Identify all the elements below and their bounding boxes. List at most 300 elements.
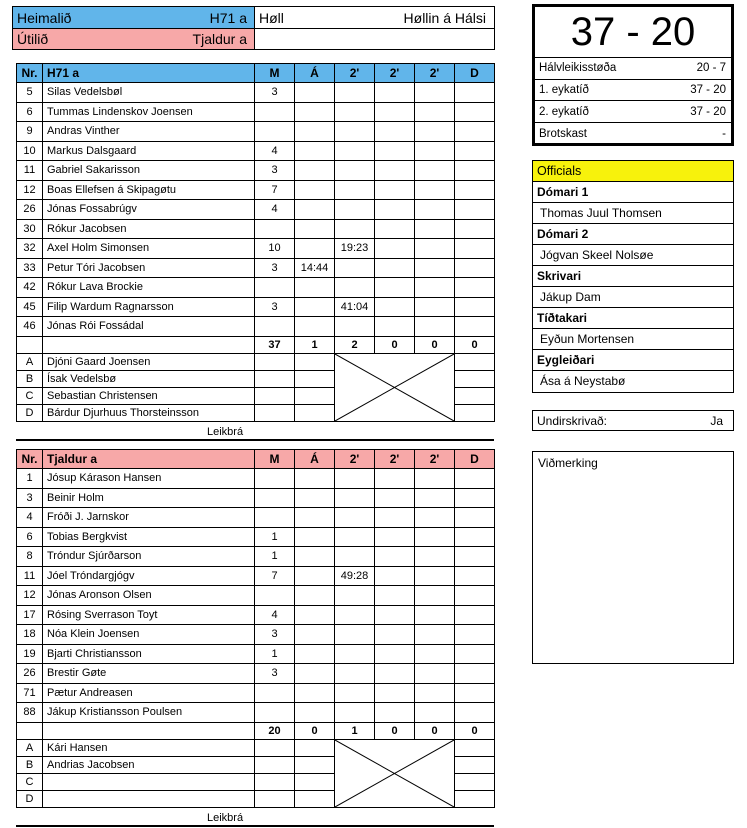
stat-cell-p3 (415, 200, 455, 220)
stat-cell-a (295, 703, 335, 723)
staff-cell (255, 370, 295, 387)
stat-cell-p1 (335, 469, 375, 489)
stat-cell-a (295, 297, 335, 317)
stat-cell-m: 4 (255, 141, 295, 161)
score-row-value: 20 - 7 (696, 62, 726, 75)
stat-cell-p3 (415, 317, 455, 337)
player-name: Andras Vinther (43, 122, 255, 142)
player-row (17, 297, 495, 317)
stat-cell-m: 4 (255, 200, 295, 220)
staff-letter: A (17, 353, 43, 370)
stat-cell-m: 3 (255, 664, 295, 684)
home-team-name: H71 a (209, 9, 247, 26)
player-number: 71 (17, 683, 43, 703)
player-number: 9 (17, 122, 43, 142)
stat-cell-a (295, 625, 335, 645)
staff-name (43, 790, 255, 807)
stat-cell-d (455, 527, 495, 547)
stat-cell-m (255, 469, 295, 489)
staff-cell (255, 739, 295, 756)
player-number: 17 (17, 605, 43, 625)
stat-cell-p1 (335, 605, 375, 625)
player-row (17, 469, 495, 489)
column-header: Tjaldur a (43, 450, 255, 469)
stat-cell-p2 (375, 703, 415, 723)
staff-name: Andrias Jacobsen (43, 756, 255, 773)
staff-letter: D (17, 404, 43, 421)
signed-value: Ja (710, 413, 723, 428)
stat-cell-a (295, 180, 335, 200)
total-a: 0 (295, 722, 335, 739)
away-team-table (16, 449, 495, 808)
stat-cell-d (455, 122, 495, 142)
home-leikbra-label: Leikbrá (207, 426, 244, 438)
total-p1: 2 (335, 336, 375, 353)
player-row (17, 703, 495, 723)
stat-cell-a (295, 644, 335, 664)
home-label: Heimalið (17, 9, 72, 26)
staff-cell (455, 404, 495, 421)
stat-cell-p3 (415, 488, 455, 508)
player-number: 26 (17, 200, 43, 220)
player-name: Fróði J. Jarnskor (43, 508, 255, 528)
staff-cell (295, 387, 335, 404)
venue-empty-cell (255, 29, 494, 49)
stat-cell-d (455, 644, 495, 664)
stat-cell-p2 (375, 180, 415, 200)
total-a: 1 (295, 336, 335, 353)
stat-cell-p3 (415, 605, 455, 625)
stat-cell-a (295, 278, 335, 298)
staff-cell (255, 387, 295, 404)
stat-cell-p2 (375, 317, 415, 337)
stat-cell-p2 (375, 83, 415, 103)
stat-cell-p2 (375, 258, 415, 278)
stat-cell-p3 (415, 239, 455, 259)
stat-cell-a (295, 239, 335, 259)
player-row (17, 566, 495, 586)
player-number: 33 (17, 258, 43, 278)
stat-cell-m: 3 (255, 258, 295, 278)
player-name: Beinir Holm (43, 488, 255, 508)
stat-cell-p3 (415, 161, 455, 181)
stat-cell-a (295, 102, 335, 122)
player-row (17, 258, 495, 278)
player-name: Tummas Lindenskov Joensen (43, 102, 255, 122)
official-name: Eyðun Mortensen (533, 329, 733, 350)
home-team-cell (13, 7, 255, 28)
total-p3: 0 (415, 336, 455, 353)
staff-name (43, 773, 255, 790)
stat-cell-p1 (335, 488, 375, 508)
staff-letter: B (17, 756, 43, 773)
stat-cell-p1 (335, 664, 375, 684)
player-row (17, 180, 495, 200)
stat-cell-p3 (415, 278, 455, 298)
official-role: Tíðtakari (533, 308, 733, 329)
player-number: 12 (17, 586, 43, 606)
staff-letter: B (17, 370, 43, 387)
stat-cell-m (255, 317, 295, 337)
staff-cell (295, 756, 335, 773)
stat-cell-m (255, 278, 295, 298)
total-m: 37 (255, 336, 295, 353)
stat-cell-m: 1 (255, 527, 295, 547)
stat-cell-p3 (415, 180, 455, 200)
official-role: Dómari 2 (533, 224, 733, 245)
stat-cell-p3 (415, 547, 455, 567)
totals-blank (17, 336, 43, 353)
stat-cell-p2 (375, 664, 415, 684)
stat-cell-m: 3 (255, 297, 295, 317)
player-row (17, 122, 495, 142)
stat-cell-m: 7 (255, 180, 295, 200)
player-name: Jónas Rói Fossádal (43, 317, 255, 337)
stat-cell-p1 (335, 83, 375, 103)
player-name: Boas Ellefsen á Skipagøtu (43, 180, 255, 200)
stat-cell-a (295, 547, 335, 567)
stat-cell-a (295, 219, 335, 239)
away-leikbra-label: Leikbrá (207, 812, 244, 824)
column-header: 2' (415, 450, 455, 469)
staff-cell (295, 404, 335, 421)
staff-name: Bárdur Djurhuus Thorsteinsson (43, 404, 255, 421)
stat-cell-p3 (415, 83, 455, 103)
total-p2: 0 (375, 722, 415, 739)
stat-cell-m (255, 219, 295, 239)
stat-cell-p1 (335, 683, 375, 703)
player-name: Silas Vedelsbøl (43, 83, 255, 103)
staff-cell (455, 370, 495, 387)
player-name: Rókur Jacobsen (43, 219, 255, 239)
staff-cell (295, 353, 335, 370)
stat-cell-p1 (335, 547, 375, 567)
column-header: D (455, 450, 495, 469)
player-number: 45 (17, 297, 43, 317)
column-header: D (455, 64, 495, 83)
stat-cell-p3 (415, 219, 455, 239)
stat-cell-m: 3 (255, 625, 295, 645)
stat-cell-p2 (375, 625, 415, 645)
stat-cell-d (455, 683, 495, 703)
player-name: Jónas Fossabrúgv (43, 200, 255, 220)
score-row-halftime (535, 58, 731, 80)
stat-cell-p3 (415, 527, 455, 547)
player-name: Filip Wardum Ragnarsson (43, 297, 255, 317)
stat-cell-p1 (335, 161, 375, 181)
stat-cell-d (455, 161, 495, 181)
score-row-label: Hálvleikisstøða (539, 62, 617, 75)
stat-cell-a (295, 83, 335, 103)
stat-cell-p1 (335, 278, 375, 298)
signed-box (532, 410, 734, 431)
total-m: 20 (255, 722, 295, 739)
player-row (17, 161, 495, 181)
staff-name: Sebastian Christensen (43, 387, 255, 404)
stat-cell-m: 3 (255, 83, 295, 103)
column-header: 2' (375, 64, 415, 83)
staff-cell (295, 370, 335, 387)
official-name: Jógvan Skeel Nolsøe (533, 245, 733, 266)
score-row-penalties (535, 123, 731, 145)
total-d: 0 (455, 336, 495, 353)
stat-cell-m (255, 508, 295, 528)
player-number: 5 (17, 83, 43, 103)
official-name: Ása á Neystabø (540, 374, 626, 388)
stat-cell-m: 10 (255, 239, 295, 259)
stat-cell-a: 14:44 (295, 258, 335, 278)
stat-cell-a (295, 200, 335, 220)
player-name: Jósup Kárason Hansen (43, 469, 255, 489)
stat-cell-p1 (335, 625, 375, 645)
staff-cell (255, 773, 295, 790)
stat-cell-p1 (335, 102, 375, 122)
stat-cell-m: 3 (255, 161, 295, 181)
stat-cell-a (295, 161, 335, 181)
home-leikbra-line (16, 439, 494, 441)
player-number: 11 (17, 566, 43, 586)
stat-cell-p3 (415, 122, 455, 142)
player-number: 8 (17, 547, 43, 567)
player-row (17, 83, 495, 103)
stat-cell-d (455, 83, 495, 103)
stat-cell-m (255, 586, 295, 606)
stat-cell-a (295, 566, 335, 586)
player-number: 30 (17, 219, 43, 239)
score-row-extra-1 (535, 80, 731, 102)
staff-cell (455, 739, 495, 756)
player-name: Gabriel Sakarisson (43, 161, 255, 181)
column-header: Nr. (17, 450, 43, 469)
stat-cell-d (455, 258, 495, 278)
stat-cell-p1 (335, 586, 375, 606)
staff-letter: D (17, 790, 43, 807)
stat-cell-d (455, 488, 495, 508)
player-row (17, 239, 495, 259)
stat-cell-p3 (415, 469, 455, 489)
remark-box (532, 451, 734, 664)
away-team-cell (13, 29, 255, 49)
column-header: 2' (335, 450, 375, 469)
crossed-out-area (335, 739, 455, 807)
stat-cell-a (295, 141, 335, 161)
officials-title: Officials (533, 161, 733, 182)
match-header (12, 6, 495, 50)
player-number: 26 (17, 664, 43, 684)
staff-cell (255, 353, 295, 370)
score-row-value: 37 - 20 (690, 105, 726, 118)
stat-cell-p1 (335, 644, 375, 664)
player-number: 3 (17, 488, 43, 508)
player-row (17, 488, 495, 508)
stat-cell-p1 (335, 122, 375, 142)
stat-cell-d (455, 180, 495, 200)
column-header: 2' (415, 64, 455, 83)
stat-cell-a (295, 605, 335, 625)
stat-cell-d (455, 219, 495, 239)
staff-row (17, 739, 495, 756)
stat-cell-p3 (415, 297, 455, 317)
player-name: Jákup Kristiansson Poulsen (43, 703, 255, 723)
stat-cell-d (455, 239, 495, 259)
stat-cell-m (255, 122, 295, 142)
venue-cell (255, 7, 494, 28)
stat-cell-p2 (375, 683, 415, 703)
score-row-label: 2. eykatíð (539, 105, 589, 118)
home-team-table (16, 63, 495, 422)
stat-cell-p3 (415, 566, 455, 586)
score-row-extra-2 (535, 101, 731, 123)
stat-cell-d (455, 141, 495, 161)
player-number: 46 (17, 317, 43, 337)
crossed-out-area (335, 353, 455, 421)
player-number: 42 (17, 278, 43, 298)
stat-cell-p2 (375, 527, 415, 547)
column-header: Nr. (17, 64, 43, 83)
player-row (17, 644, 495, 664)
stat-cell-a (295, 664, 335, 684)
player-number: 18 (17, 625, 43, 645)
stat-cell-p1: 41:04 (335, 297, 375, 317)
stat-cell-a (295, 508, 335, 528)
player-number: 88 (17, 703, 43, 723)
stat-cell-p2 (375, 586, 415, 606)
stat-cell-p3 (415, 141, 455, 161)
staff-cell (455, 790, 495, 807)
stat-cell-p2 (375, 566, 415, 586)
stat-cell-m (255, 683, 295, 703)
staff-cell (455, 756, 495, 773)
away-leikbra-line (16, 825, 494, 827)
score-row-label: Brotskast (539, 127, 587, 140)
column-header: 2' (335, 64, 375, 83)
stat-cell-p1 (335, 258, 375, 278)
staff-cell (255, 790, 295, 807)
score-row-label: 1. eykatíð (539, 84, 589, 97)
stat-cell-p2 (375, 200, 415, 220)
stat-cell-p1 (335, 317, 375, 337)
stat-cell-p1 (335, 703, 375, 723)
stat-cell-m (255, 102, 295, 122)
stat-cell-d (455, 317, 495, 337)
player-name: Jóel Tróndargjógv (43, 566, 255, 586)
totals-row (17, 722, 495, 739)
official-name: Jákup Dam (533, 287, 733, 308)
stat-cell-a (295, 527, 335, 547)
player-number: 6 (17, 527, 43, 547)
player-row (17, 278, 495, 298)
total-p3: 0 (415, 722, 455, 739)
player-row (17, 527, 495, 547)
staff-cell (455, 353, 495, 370)
player-name: Rósing Sverrason Toyt (43, 605, 255, 625)
stat-cell-p3 (415, 102, 455, 122)
stat-cell-p1: 49:28 (335, 566, 375, 586)
header-row (17, 450, 495, 469)
official-role: Skrivari (533, 266, 733, 287)
official-role: Dómari 1 (533, 182, 733, 203)
player-name: Bjarti Christiansson (43, 644, 255, 664)
staff-letter: C (17, 387, 43, 404)
stat-cell-p1 (335, 141, 375, 161)
stat-cell-a (295, 469, 335, 489)
signed-label: Undirskrivað: (537, 413, 608, 428)
player-row (17, 625, 495, 645)
stat-cell-p2 (375, 219, 415, 239)
player-name: Brestir Gøte (43, 664, 255, 684)
stat-cell-p3 (415, 644, 455, 664)
staff-name: Ísak Vedelsbø (43, 370, 255, 387)
player-row (17, 200, 495, 220)
stat-cell-p1 (335, 200, 375, 220)
player-name: Markus Dalsgaard (43, 141, 255, 161)
totals-blank (43, 336, 255, 353)
stat-cell-p1 (335, 527, 375, 547)
player-row (17, 547, 495, 567)
stat-cell-d (455, 605, 495, 625)
final-score: 37 - 20 (535, 7, 731, 58)
officials-panel (532, 160, 734, 393)
staff-row (17, 353, 495, 370)
stat-cell-m: 1 (255, 547, 295, 567)
staff-cell (295, 739, 335, 756)
staff-cell (455, 387, 495, 404)
total-p2: 0 (375, 336, 415, 353)
staff-cell (455, 773, 495, 790)
totals-row (17, 336, 495, 353)
stat-cell-p3 (415, 683, 455, 703)
staff-cell (295, 790, 335, 807)
stat-cell-a (295, 317, 335, 337)
stat-cell-p2 (375, 547, 415, 567)
staff-cell (255, 404, 295, 421)
staff-cell (295, 773, 335, 790)
player-number: 6 (17, 102, 43, 122)
stat-cell-p2 (375, 122, 415, 142)
player-name: Nóa Klein Joensen (43, 625, 255, 645)
stat-cell-p2 (375, 161, 415, 181)
stat-cell-p1: 19:23 (335, 239, 375, 259)
stat-cell-p2 (375, 488, 415, 508)
stat-cell-p2 (375, 102, 415, 122)
player-row (17, 508, 495, 528)
player-row (17, 586, 495, 606)
stat-cell-a (295, 586, 335, 606)
stat-cell-d (455, 547, 495, 567)
column-header: H71 a (43, 64, 255, 83)
totals-blank (43, 722, 255, 739)
stat-cell-p3 (415, 586, 455, 606)
stat-cell-p1 (335, 219, 375, 239)
staff-cell (255, 756, 295, 773)
header-row (17, 64, 495, 83)
stat-cell-p2 (375, 239, 415, 259)
stat-cell-p1 (335, 508, 375, 528)
totals-blank (17, 722, 43, 739)
stat-cell-m: 7 (255, 566, 295, 586)
stat-cell-p3 (415, 664, 455, 684)
stat-cell-d (455, 297, 495, 317)
stat-cell-d (455, 664, 495, 684)
column-header: M (255, 450, 295, 469)
stat-cell-p2 (375, 297, 415, 317)
score-row-value: 37 - 20 (690, 84, 726, 97)
player-number: 4 (17, 508, 43, 528)
total-p1: 1 (335, 722, 375, 739)
venue-name: Høllin á Hálsi (403, 9, 486, 26)
player-row (17, 141, 495, 161)
remark-label: Viðmerking (538, 456, 598, 470)
